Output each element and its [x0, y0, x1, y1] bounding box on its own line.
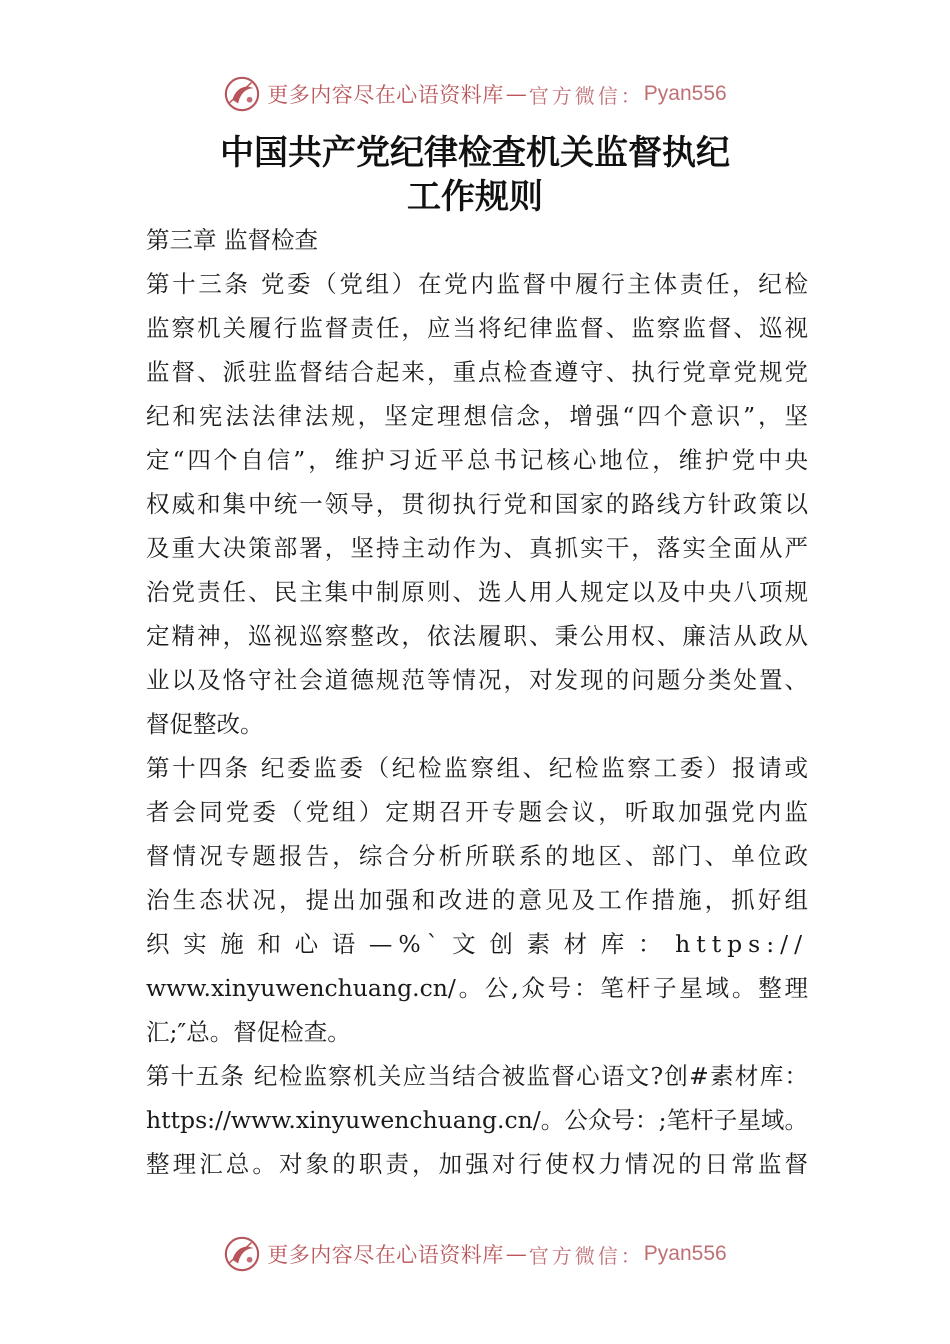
footer-watermark: [0, 1230, 950, 1278]
watermark-id: Pyan556: [643, 82, 727, 105]
body-line: 定“四个自信”，维护习近平总书记核心地位，维护党中央: [146, 446, 808, 474]
watermark-separator: —: [505, 82, 527, 106]
body-line: 治党责任、民主集中制原则、选人用人规定以及中央八项规: [146, 578, 808, 606]
body-line: 定精神，巡视巡察整改，依法履职、秉公用权、廉洁从政从: [146, 622, 808, 650]
body-line: 第十五条 纪检监察机关应当结合被监督心语文?创#素材库：: [146, 1062, 808, 1090]
body-line: https://www.xinyuwenchuang.cn/。公众号：;笔杆子星域。: [146, 1106, 808, 1134]
document-title-line1: 中国共产党纪律检查机关监督执纪: [220, 133, 730, 173]
body-line: 者会同党委（党组）定期召开专题会议，听取加强党内监: [146, 798, 808, 826]
body-line: 业以及恪守社会道德规范等情况，对发现的问题分类处置、: [146, 666, 808, 694]
body-line: 及重大决策部署，坚持主动作为、真抓实干，落实全面从严: [146, 534, 808, 562]
watermark-label: 官方微信：: [528, 83, 644, 108]
watermark-text: 更多内容尽在心语资料库: [267, 83, 504, 107]
body-line: 治生态状况，提出加强和改进的意见及工作措施，抓好组: [146, 886, 808, 914]
body-line: 监督、派驻监督结合起来，重点检查遵守、执行党章党规党: [146, 358, 808, 386]
body-line: 第十三条 党委（党组）在党内监督中履行主体责任，纪检: [146, 270, 808, 298]
body-line: 监察机关履行监督责任，应当将纪律监督、监察监督、巡视: [146, 314, 808, 342]
body-line: www.xinyuwenchuang.cn/。公,众号：笔杆子星域。整理: [146, 974, 808, 1002]
chapter-heading: 第三章 监督检查: [146, 226, 318, 254]
body-line: 纪和宪法法律法规，坚定理想信念，增强“四个意识”，坚: [146, 402, 808, 430]
watermark-label: 官方微信：: [528, 1243, 644, 1268]
body-line: 织实施和心语—%`文创素材库：https://: [146, 930, 808, 958]
body-line: 督促整改。: [146, 710, 264, 738]
body-line: 整理汇总。对象的职责，加强对行使权力情况的日常监督: [146, 1150, 808, 1178]
brand-logo-icon: [223, 75, 261, 113]
header-watermark: [0, 70, 950, 118]
body-line: 权威和集中统一领导，贯彻执行党和国家的路线方针政策以: [146, 490, 808, 518]
body-line: 督情况专题报告，综合分析所联系的地区、部门、单位政: [146, 842, 808, 870]
watermark-id: Pyan556: [643, 1242, 727, 1265]
watermark-separator: —: [505, 1242, 527, 1266]
body-line: 第十四条 纪委监委（纪检监察组、纪检监察工委）报请或: [146, 754, 808, 782]
brand-logo-icon: [223, 1235, 261, 1273]
document-body: [146, 218, 808, 1186]
body-line: 汇;″总。督促检查。: [146, 1018, 351, 1046]
document-title-line2: 工作规则: [407, 177, 543, 217]
watermark-text: 更多内容尽在心语资料库: [267, 1243, 504, 1267]
